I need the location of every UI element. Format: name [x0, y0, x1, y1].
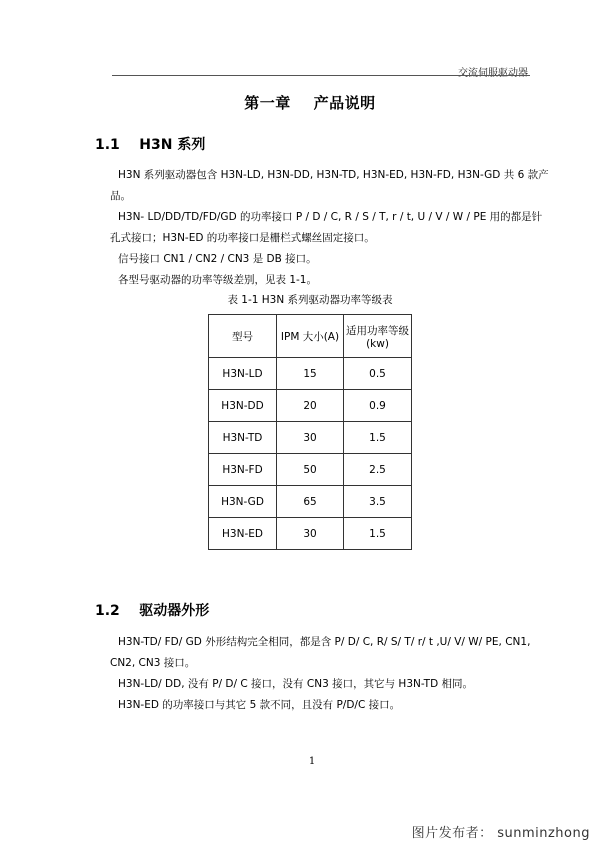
running-header: 交流伺服驱动器 — [458, 68, 528, 79]
cell-ipm: 30 — [277, 422, 344, 454]
cell-ipm: 50 — [277, 454, 344, 486]
table-row — [209, 486, 412, 518]
paragraph: 各型号驱动器的功率等级差别，见表 1-1。 — [118, 274, 317, 286]
cell-model: H3N-LD — [209, 358, 277, 390]
header-ipm: IPM 大小(A) — [277, 315, 344, 358]
cell-power: 1.5 — [344, 518, 412, 550]
table-row — [209, 422, 412, 454]
cell-ipm: 65 — [277, 486, 344, 518]
paragraph: H3N-LD/ DD, 没有 P/ D/ C 接口，没有 CN3 接口，其它与 H3N-TD 相同。 — [118, 678, 474, 690]
section-title-1-1: 1.1 H3N 系列 — [95, 137, 206, 153]
paragraph: H3N- LD/DD/TD/FD/GD 的功率接口 P / D / C, R / S / T, r / t, U / V / W / PE 用的都是针孔式接口；H3N-ED 的功率接口是栅栏式螺丝固定接口。 — [110, 211, 543, 244]
cell-model: H3N-DD — [209, 390, 277, 422]
cell-ipm: 15 — [277, 358, 344, 390]
cell-model: H3N-FD — [209, 454, 277, 486]
publisher-watermark: 图片发布者： sunminzhong — [411, 826, 590, 841]
table-caption: 表 1-1 H3N 系列驱动器功率等级表 — [227, 294, 393, 306]
paragraph: H3N-ED 的功率接口与其它 5 款不同，且没有 P/D/C 接口。 — [118, 699, 401, 711]
cell-model: H3N-TD — [209, 422, 277, 454]
table-row — [209, 518, 412, 550]
section-title-1-2: 1.2 驱动器外形 — [95, 603, 210, 619]
table-header-row — [209, 315, 412, 358]
cell-model: H3N-ED — [209, 518, 277, 550]
section-1-2-body — [110, 632, 550, 716]
cell-model: H3N-GD — [209, 486, 277, 518]
cell-power: 2.5 — [344, 454, 412, 486]
table-row — [209, 390, 412, 422]
page-number: 1 — [308, 756, 316, 767]
cell-power: 1.5 — [344, 422, 412, 454]
paragraph: 信号接口 CN1 / CN2 / CN3 是 DB 接口。 — [118, 253, 317, 265]
chapter-title: 第一章 产品说明 — [244, 94, 376, 112]
section-1-1-body — [110, 165, 550, 291]
header-power: 适用功率等级(kw) — [344, 315, 412, 358]
cell-ipm: 20 — [277, 390, 344, 422]
table-row — [209, 454, 412, 486]
paragraph: H3N-TD/ FD/ GD 外形结构完全相同，都是含 P/ D/ C, R/ S/ T/ r/ t ,U/ V/ W/ PE, CN1, CN2, CN3 接口。 — [110, 636, 531, 669]
cell-power: 0.5 — [344, 358, 412, 390]
cell-ipm: 30 — [277, 518, 344, 550]
cell-power: 3.5 — [344, 486, 412, 518]
paragraph: H3N 系列驱动器包含 H3N-LD, H3N-DD, H3N-TD, H3N-ED, H3N-FD, H3N-GD 共 6 款产品。 — [110, 169, 549, 202]
header-rule — [112, 75, 530, 76]
cell-power: 0.9 — [344, 390, 412, 422]
table-row — [209, 358, 412, 390]
power-level-table — [208, 314, 412, 550]
header-model: 型号 — [209, 315, 277, 358]
